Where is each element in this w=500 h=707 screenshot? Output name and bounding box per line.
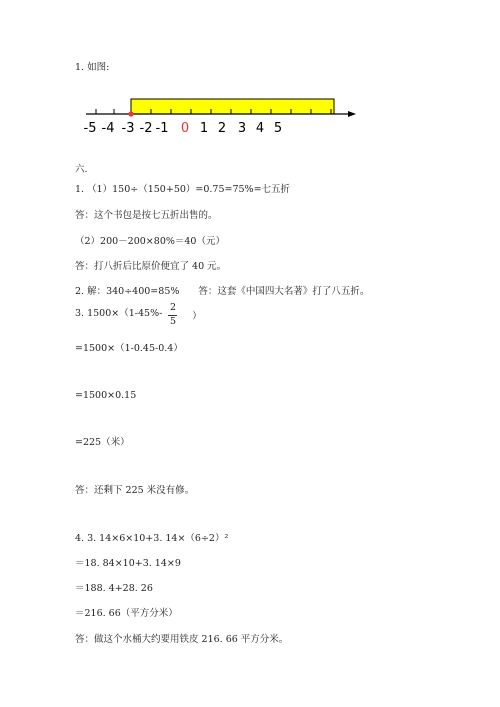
line-10: 答：还剩下 225 米没有修。 (75, 485, 195, 496)
number-line (80, 96, 360, 136)
line-14: ＝216. 66（平方分米） (75, 608, 178, 619)
number-line-label: 4 (255, 121, 265, 136)
fraction-denominator: 5 (169, 316, 177, 327)
origin-point (128, 111, 133, 116)
number-line-label: 1 (199, 121, 209, 136)
fraction-close-paren: ） (192, 311, 202, 322)
line-4: 答：打八折后比原价便宜了 40 元。 (75, 261, 227, 272)
number-line-label: -5 (83, 121, 97, 136)
axis-arrow (348, 111, 356, 117)
section-heading: 六. (75, 164, 88, 175)
number-line-label: -3 (121, 121, 135, 136)
line-5: 2. 解：340÷400=85% 答：这套《中国四大名著》打了八五折。 (75, 286, 370, 297)
line-12: ＝18. 84×10+3. 14×9 (75, 558, 181, 569)
line-11: 4. 3. 14×6×10+3. 14×（6÷2）² (75, 533, 229, 544)
line-1: 1. （1）150÷（150+50）=0.75=75%=七五折 (75, 184, 291, 195)
highlight-bar (131, 99, 334, 114)
line-13: ＝188. 4+28. 26 (75, 583, 153, 594)
line-15: 答：做这个水桶大约要用铁皮 216. 66 平方分米。 (75, 634, 289, 645)
number-line-label: 3 (237, 121, 247, 136)
number-line-figure (80, 96, 360, 136)
line-9: =225（米） (75, 437, 130, 448)
question-1-label: 1. 如图: (75, 62, 110, 73)
number-line-label: -1 (155, 121, 169, 136)
number-line-label: 5 (273, 121, 283, 136)
number-line-label: 0 (180, 121, 190, 136)
line-6: 3. 1500×（1-45%- (75, 308, 163, 319)
line-7: =1500×（1-0.45-0.4） (75, 343, 183, 354)
line-8: =1500×0.15 (75, 390, 137, 401)
fraction-numerator: 2 (169, 302, 177, 313)
number-line-label: 2 (217, 121, 227, 136)
line-3: （2）200－200×80%＝40（元） (75, 236, 225, 247)
number-line-label: -4 (101, 121, 115, 136)
number-line-label: -2 (139, 121, 153, 136)
line-2: 答：这个书包是按七五折出售的。 (75, 210, 218, 221)
